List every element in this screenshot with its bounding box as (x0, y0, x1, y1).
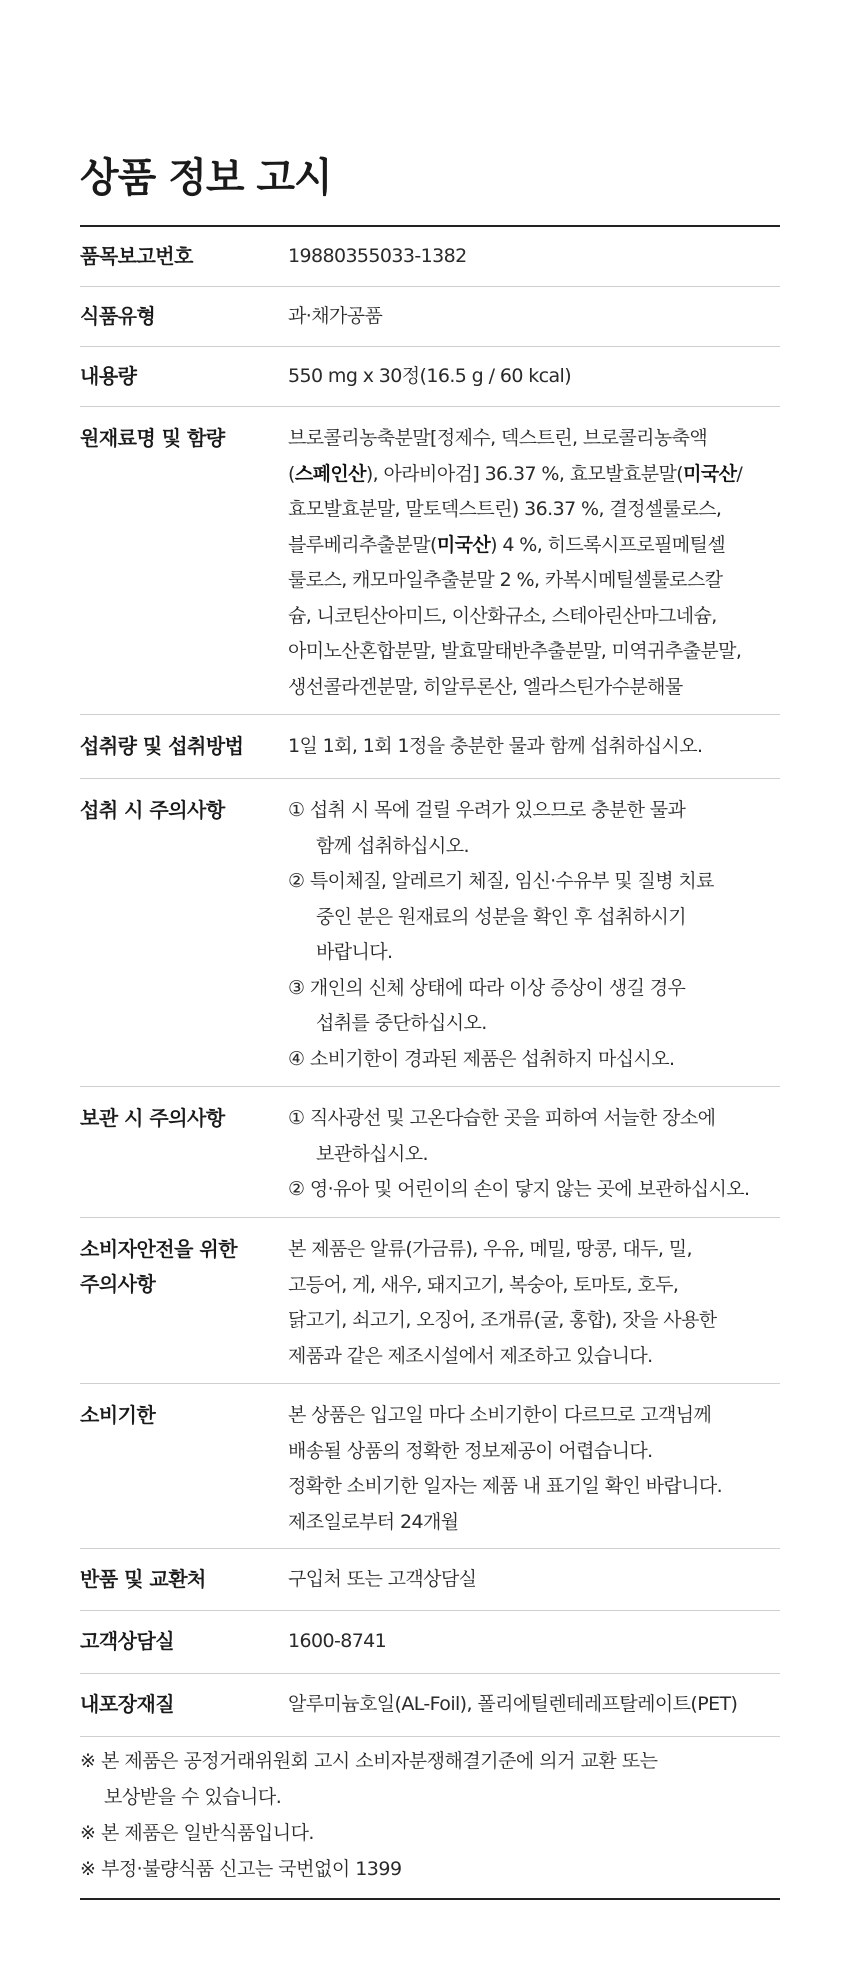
caution-item: ① 섭취 시 목에 걸릴 우려가 있으므로 충분한 물과 (288, 799, 686, 821)
caution-item: ④ 소비기한이 경과된 제품은 섭취하지 마십시오. (288, 1047, 675, 1070)
bottom-divider (80, 1898, 780, 1900)
info-row-ingredients (80, 407, 780, 715)
storage-item: ① 직사광선 및 고온다습한 곳을 피하여 서늘한 장소에 (288, 1107, 716, 1129)
caution-item-cont: 함께 섭취하십시오. (316, 834, 469, 857)
row-value (288, 1101, 788, 1208)
allergen-line: 제품과 같은 제조시설에서 제조하고 있습니다. (288, 1344, 653, 1367)
caution-item-cont: 중인 분은 원재료의 성분을 확인 후 섭취하시기 (316, 905, 686, 928)
row-label: 내포장재질 (80, 1692, 175, 1716)
footnote: ※ 본 제품은 공정거래위원회 고시 소비자분쟁해결기준에 의거 교환 또는 (80, 1750, 658, 1772)
info-row-food-type (80, 287, 780, 347)
ingredients-line: 슘, 니코틴산아미드, 이산화규소, 스테아린산마그네슘, (288, 604, 717, 627)
info-row-storage-caution (80, 1087, 780, 1218)
ingredients-line: 룰로스, 캐모마일추출분말 2 %, 카복시메틸셀룰로스칼 (288, 569, 723, 591)
row-value (288, 1398, 788, 1540)
row-value: 과·채가공품 (288, 305, 383, 327)
ingredients-line: 생선콜라겐분말, 히알루론산, 엘라스틴가수분해물 (288, 675, 683, 698)
row-label: 내용량 (80, 364, 137, 388)
storage-item-cont: 보관하십시오. (316, 1142, 428, 1165)
origin-highlight: 미국산 (683, 462, 737, 485)
info-row-return-exchange (80, 1549, 780, 1611)
allergen-line: 본 제품은 알류(가금류), 우유, 메밀, 땅콩, 대두, 밀, (288, 1238, 692, 1260)
ingredients-line: 아미노산혼합분말, 발효말태반추출분말, 미역귀추출분말, (288, 640, 742, 662)
row-value (288, 793, 788, 1077)
row-label: 섭취량 및 섭취방법 (80, 734, 244, 758)
expiry-line: 정확한 소비기한 일자는 제품 내 표기일 확인 바랍니다. (288, 1475, 723, 1497)
info-row-content-amount (80, 347, 780, 407)
row-value: 구입처 또는 고객상담실 (288, 1568, 477, 1590)
expiry-line: 본 상품은 입고일 마다 소비기한이 다르므로 고객님께 (288, 1404, 712, 1426)
info-row-customer-center (80, 1611, 780, 1674)
expiry-line: 제조일로부터 24개월 (288, 1510, 459, 1533)
origin-highlight: 스페인산 (294, 462, 366, 485)
info-row-packaging-material (80, 1674, 780, 1737)
info-row-consumer-safety (80, 1218, 780, 1384)
storage-item: ② 영·유아 및 어린이의 손이 닿지 않는 곳에 보관하십시오. (288, 1178, 750, 1200)
caution-item-cont: 섭취를 중단하십시오. (316, 1012, 487, 1034)
ingredients-line: 브로콜리농축분말[정제수, 덱스트린, 브로콜리농축액 (288, 427, 708, 449)
ingredients-line: 효모발효분말, 말토덱스트린) 36.37 %, 결정셀룰로스, (288, 498, 722, 520)
caution-item: ② 특이체질, 알레르기 체질, 임신·수유부 및 질병 치료 (288, 870, 714, 892)
info-row-intake-caution (80, 779, 780, 1087)
info-row-intake-method (80, 715, 780, 779)
row-label: 고객상담실 (80, 1629, 175, 1653)
row-label: 보관 시 주의사항 (80, 1106, 225, 1130)
row-value: 550 mg x 30정(16.5 g / 60 kcal) (288, 365, 572, 387)
row-label: 식품유형 (80, 304, 156, 328)
row-label: 소비자안전을 위한 주의사항 (80, 1237, 238, 1296)
footnotes (80, 1743, 780, 1887)
info-row-expiry (80, 1384, 780, 1549)
row-label: 반품 및 교환처 (80, 1567, 206, 1591)
allergen-line: 고등어, 게, 새우, 돼지고기, 복숭아, 토마토, 호두, (288, 1273, 679, 1296)
row-value (288, 421, 788, 705)
ingredients-line: (스페인산), 아라비아검] 36.37 %, 효모발효분말(미국산/ (288, 462, 743, 485)
row-value: 알루미늄호일(AL-Foil), 폴리에틸렌테레프탈레이트(PET) (288, 1693, 738, 1715)
footnote: ※ 부정·불량식품 신고는 국번없이 1399 (80, 1858, 402, 1880)
footnote-cont: 보상받을 수 있습니다. (104, 1786, 282, 1808)
ingredients-line: 블루베리추출분말(미국산) 4 %, 히드록시프로필메틸셀 (288, 533, 726, 556)
caution-item: ③ 개인의 신체 상태에 따라 이상 증상이 생길 경우 (288, 976, 686, 999)
row-value: 1600-8741 (288, 1630, 387, 1652)
info-row-report-number (80, 227, 780, 287)
caution-item-cont: 바랍니다. (316, 941, 393, 963)
page-title: 상품 정보 고시 (80, 155, 332, 201)
allergen-line: 닭고기, 쇠고기, 오징어, 조개류(굴, 홍합), 잣을 사용한 (288, 1309, 717, 1331)
row-label: 소비기한 (80, 1403, 156, 1427)
origin-highlight: 미국산 (436, 533, 491, 556)
row-label: 품목보고번호 (80, 244, 193, 268)
row-label: 원재료명 및 함량 (80, 426, 225, 450)
expiry-line: 배송될 상품의 정확한 정보제공이 어렵습니다. (288, 1439, 653, 1462)
row-value: 19880355033-1382 (288, 245, 467, 267)
row-value (288, 1232, 788, 1374)
footnote: ※ 본 제품은 일반식품입니다. (80, 1822, 314, 1844)
row-label: 섭취 시 주의사항 (80, 798, 225, 822)
row-value: 1일 1회, 1회 1정을 충분한 물과 함께 섭취하십시오. (288, 735, 703, 757)
